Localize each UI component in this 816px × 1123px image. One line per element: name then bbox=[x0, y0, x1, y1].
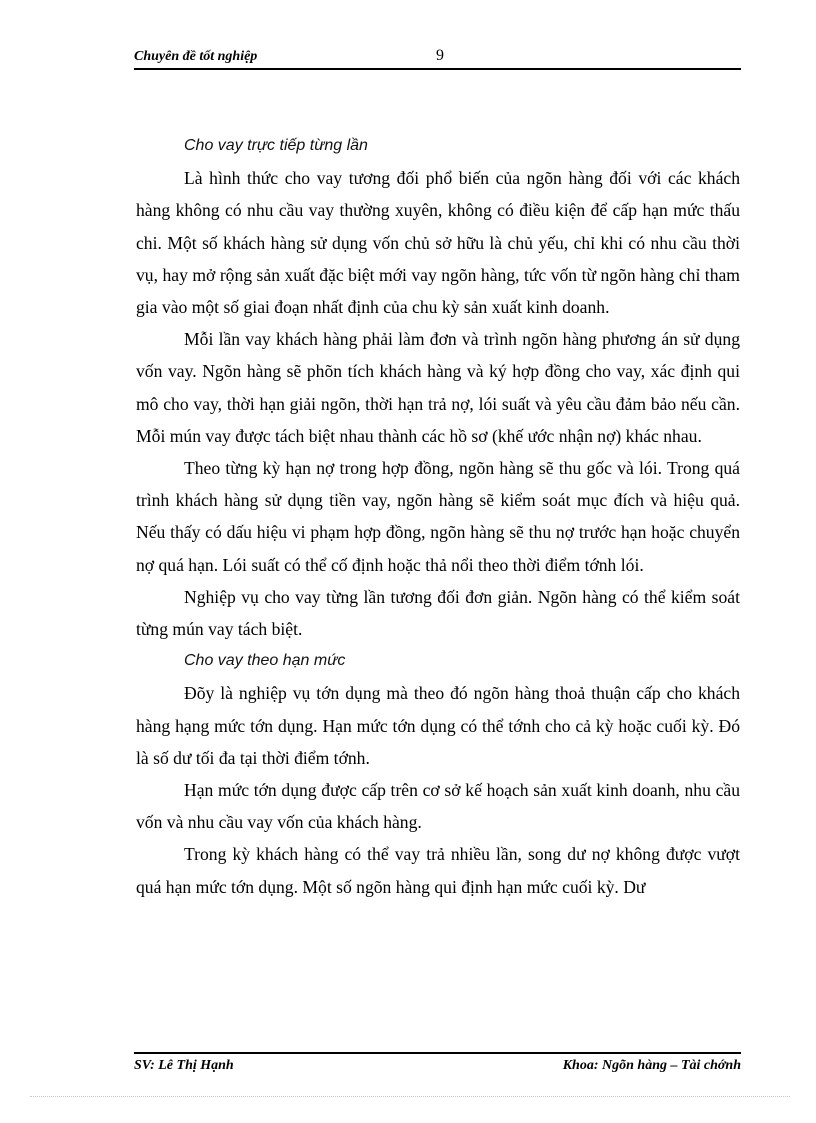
paragraph: Nghiệp vụ cho vay từng lần tương đối đơn giản. Ngõn hàng có thể kiểm soát từng mún vay tách biệt. bbox=[136, 586, 740, 640]
student-name: SV: Lê Thị Hạnh bbox=[134, 1058, 234, 1073]
subheading-credit-line: Cho vay theo hạn mức bbox=[184, 652, 346, 670]
paragraph: Là hình thức cho vay tương đối phổ biến của ngõn hàng đối với các khách hàng không có nhu cầu vay thường xuyên, không có điều kiện để cấp hạn mức thấu chi. Một số khách hàng sử dụng vốn chủ sở hữu là chủ yếu, chỉ khi có nhu cầu thời vụ, hay mở rộng sản xuất đặc biệt mới vay ngõn hàng, tức vốn từ ngõn hàng chỉ tham gia vào một số giai đoạn nhất định của chu kỳ sản xuất kinh doanh. bbox=[136, 168, 740, 318]
subheading-direct-loan: Cho vay trực tiếp từng lần bbox=[184, 137, 368, 154]
paragraph: Mỗi lần vay khách hàng phải làm đơn và trình ngõn hàng phương án sử dụng vốn vay. Ngõn hàng sẽ phõn tích khách hàng và ký hợp đồng cho vay, xác định qui mô cho vay, thời hạn giải ngõn, thời hạn trả nợ, lói suất và yêu cầu đảm bảo nếu cần. Mỗi mún vay được tách biệt nhau thành các hồ sơ (khế ước nhận nợ) khác nhau. bbox=[136, 329, 740, 446]
page-edge-dotted-line bbox=[30, 1096, 790, 1097]
body-text bbox=[136, 130, 740, 903]
document-title: Chuyên đề tốt nghiệp bbox=[134, 49, 258, 64]
header-rule bbox=[134, 68, 741, 70]
paragraph: Theo từng kỳ hạn nợ trong hợp đồng, ngõn hàng sẽ thu gốc và lói. Trong quá trình khách hàng sử dụng tiền vay, ngõn hàng sẽ kiểm soát mục đích và hiệu quả. Nếu thấy có dấu hiệu vi phạm hợp đồng, ngõn hàng sẽ thu nợ trước hạn hoặc chuyển nợ quá hạn. Lói suất có thể cố định hoặc thả nổi theo thời điểm tớnh lói. bbox=[136, 458, 740, 575]
footer-rule bbox=[134, 1052, 741, 1054]
faculty-name: Khoa: Ngõn hàng – Tài chớnh bbox=[562, 1058, 741, 1073]
page-header bbox=[134, 47, 741, 69]
page-footer bbox=[134, 1058, 741, 1078]
paragraph: Đõy là nghiệp vụ tớn dụng mà theo đó ngõn hàng thoả thuận cấp cho khách hàng hạng mức tớn dụng. Hạn mức tớn dụng có thể tớnh cho cả kỳ hoặc cuối kỳ. Đó là số dư tối đa tại thời điểm tớnh. bbox=[136, 683, 740, 768]
paragraph: Hạn mức tớn dụng được cấp trên cơ sở kế hoạch sản xuất kinh doanh, nhu cầu vốn và nhu cầu vay vốn của khách hàng. bbox=[136, 780, 740, 833]
page-number: 9 bbox=[436, 47, 444, 64]
paragraph: Trong kỳ khách hàng có thể vay trả nhiều lần, song dư nợ không được vượt quá hạn mức tớn dụng. Một số ngõn hàng qui định hạn mức cuối kỳ. Dư bbox=[136, 844, 740, 897]
